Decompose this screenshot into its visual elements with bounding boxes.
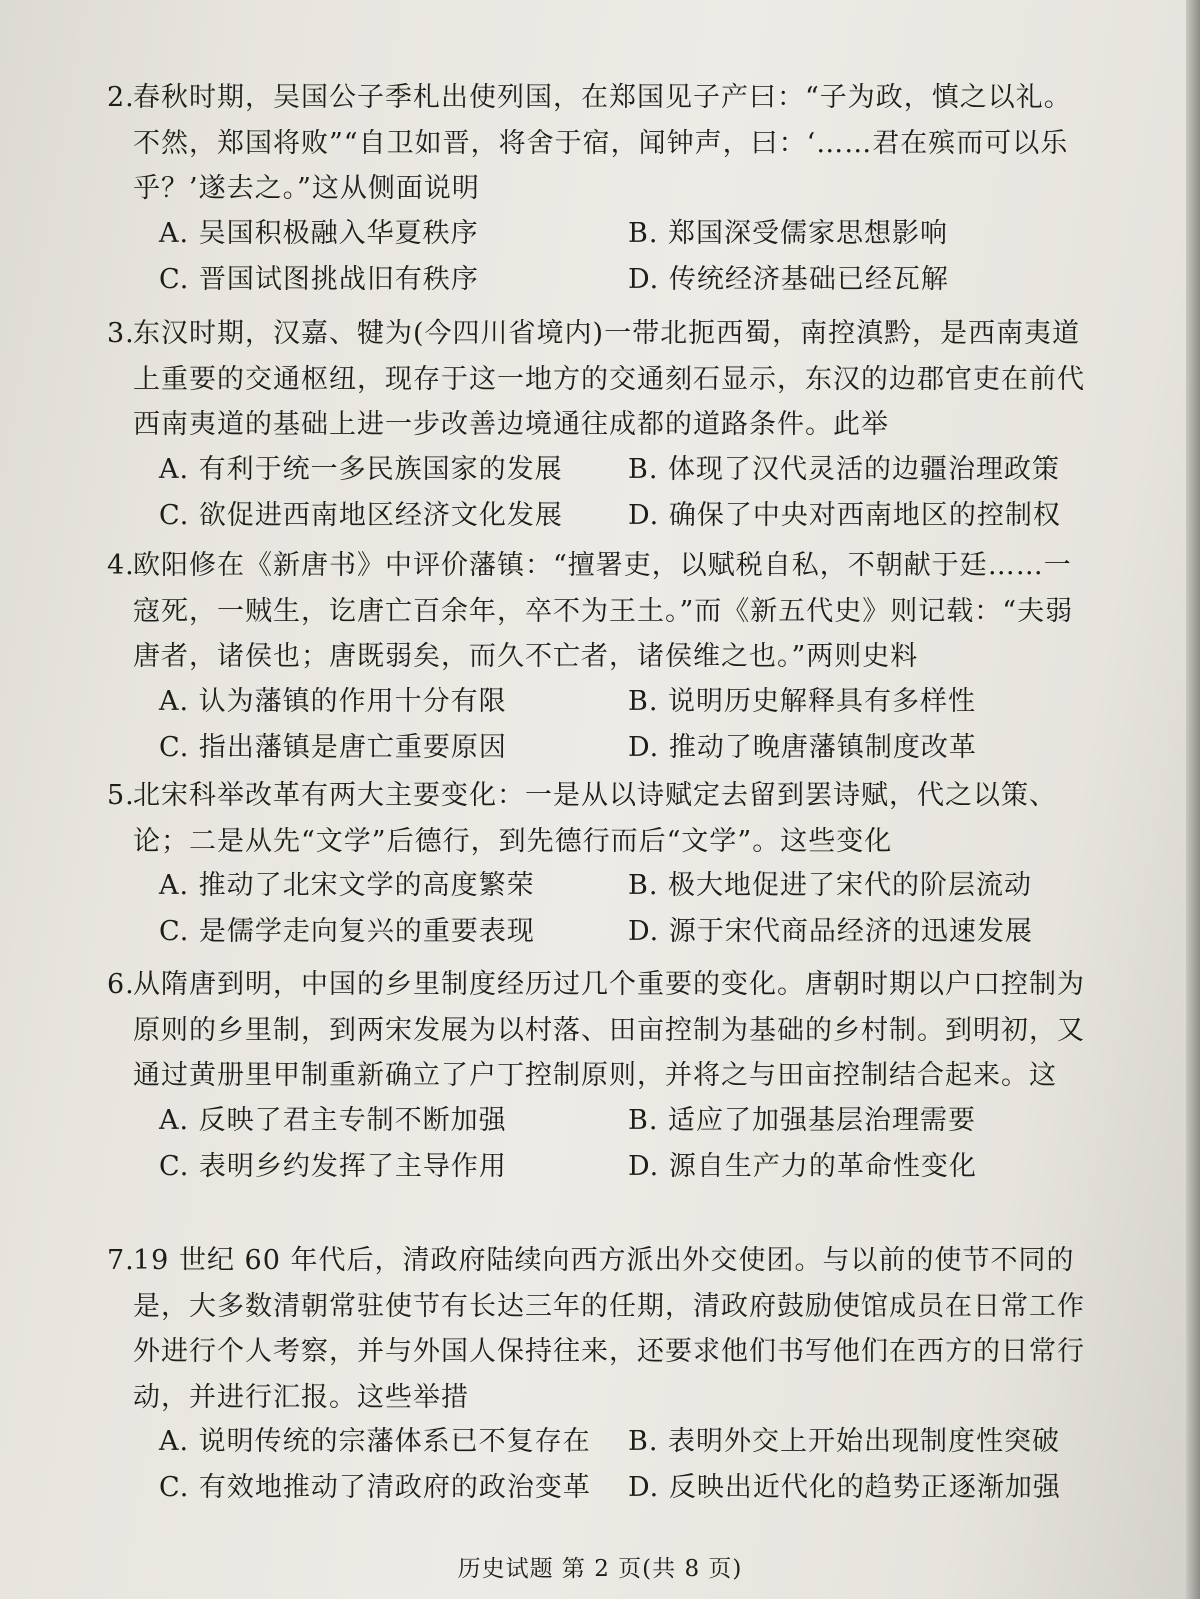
question-number: 3. (107, 318, 135, 349)
question-stem (107, 75, 1093, 212)
option-d: D. 推动了晚唐藩镇制度改革 (628, 731, 977, 763)
question-stem (107, 543, 1093, 680)
page-footer: 历史试题 第 2 页(共 8 页) (457, 1556, 743, 1582)
option-a: A. 有利于统一多民族国家的发展 (159, 453, 563, 485)
question-number: 2. (107, 82, 135, 113)
option-c: C. 是儒学走向复兴的重要表现 (159, 916, 535, 947)
option-c: C. 指出藩镇是唐亡重要原因 (159, 731, 507, 763)
question-text: 东汉时期，汉嘉、犍为(今四川省境内)一带北扼西蜀，南控滇黔，是西南夷道上重要的交通枢纽，现存于这一地方的交通刻石显示，东汉的边郡官吏在前代西南夷道的基础上进一步改善边境通往成都的道路条件。此举 (133, 318, 1085, 440)
option-b: B. 极大地促进了宋代的阶层流动 (628, 870, 1033, 901)
option-a: A. 吴国积极融入华夏秩序 (159, 217, 479, 249)
question-4 (107, 543, 1093, 772)
question-2 (107, 75, 1093, 304)
option-d: D. 反映出近代化的趋势正逐渐加强 (628, 1472, 1061, 1503)
options (133, 1420, 1093, 1512)
options (133, 448, 1093, 540)
question-stem (107, 773, 1093, 864)
option-d: D. 源于宋代商品经济的迅速发展 (628, 916, 1033, 947)
question-stem (107, 311, 1093, 448)
option-c: C. 有效地推动了清政府的政治变革 (159, 1472, 591, 1503)
options (133, 212, 1093, 304)
question-3 (107, 311, 1093, 540)
paper-edge-shadow (1186, 0, 1200, 1599)
option-c: C. 欲促进西南地区经济文化发展 (159, 499, 563, 531)
question-6 (107, 962, 1093, 1191)
question-number: 6. (107, 969, 135, 1000)
option-d: D. 传统经济基础已经瓦解 (628, 263, 949, 295)
option-d: D. 确保了中央对西南地区的控制权 (628, 499, 1061, 531)
question-5 (107, 773, 1093, 956)
question-text: 春秋时期，吴国公子季札出使列国，在郑国见子产曰：“子为政，慎之以礼。不然，郑国将败”“自卫如晋，将舍于宿，闻钟声，曰：‘……君在殡而可以乐乎？’遂去之。”这从侧面说明 (133, 82, 1072, 204)
option-a: A. 说明传统的宗藩体系已不复存在 (159, 1426, 591, 1457)
option-b: B. 说明历史解释具有多样性 (628, 685, 977, 717)
question-text: 从隋唐到明，中国的乡里制度经历过几个重要的变化。唐朝时期以户口控制为原则的乡里制，到两宋发展为以村落、田亩控制为基础的乡村制。到明初，又通过黄册里甲制重新确立了户丁控制原则，并将之与田亩控制结合起来。这 (133, 969, 1085, 1091)
option-a: A. 反映了君主专制不断加强 (159, 1104, 507, 1136)
question-text: 北宋科举改革有两大主要变化：一是从以诗赋定去留到罢诗赋，代之以策、论；二是从先“文学”后德行，到先德行而后“文学”。这些变化 (133, 780, 1057, 857)
question-number: 7. (107, 1245, 135, 1276)
option-b: B. 表明外交上开始出现制度性突破 (628, 1426, 1061, 1457)
options (133, 680, 1093, 772)
options (133, 1099, 1093, 1191)
option-b: B. 郑国深受儒家思想影响 (628, 217, 949, 249)
question-number: 4. (107, 550, 135, 581)
question-number: 5. (107, 780, 135, 811)
option-c: C. 晋国试图挑战旧有秩序 (159, 263, 479, 295)
option-c: C. 表明乡约发挥了主导作用 (159, 1150, 507, 1182)
option-a: A. 认为藩镇的作用十分有限 (159, 685, 507, 717)
option-b: B. 适应了加强基层治理需要 (628, 1104, 977, 1136)
option-d: D. 源自生产力的革命性变化 (628, 1150, 977, 1182)
question-text: 欧阳修在《新唐书》中评价藩镇：“擅署吏，以赋税自私，不朝献于廷……一寇死，一贼生，讫唐亡百余年，卒不为王土。”而《新五代史》则记载：“夫弱唐者，诸侯也；唐既弱矣，而久不亡者，诸侯维之也。”两则史料 (133, 550, 1074, 672)
option-a: A. 推动了北宋文学的高度繁荣 (159, 870, 535, 901)
option-b: B. 体现了汉代灵活的边疆治理政策 (628, 453, 1061, 485)
question-7 (107, 1238, 1093, 1512)
question-stem (107, 1238, 1093, 1420)
question-text: 19 世纪 60 年代后，清政府陆续向西方派出外交使团。与以前的使节不同的是，大多数清朝常驻使节有长达三年的任期，清政府鼓励使馆成员在日常工作外进行个人考察，并与外国人保持往来，还要求他们书写他们在西方的日常行动，并进行汇报。这些举措 (133, 1245, 1085, 1413)
question-stem (107, 962, 1093, 1099)
options (133, 864, 1093, 956)
